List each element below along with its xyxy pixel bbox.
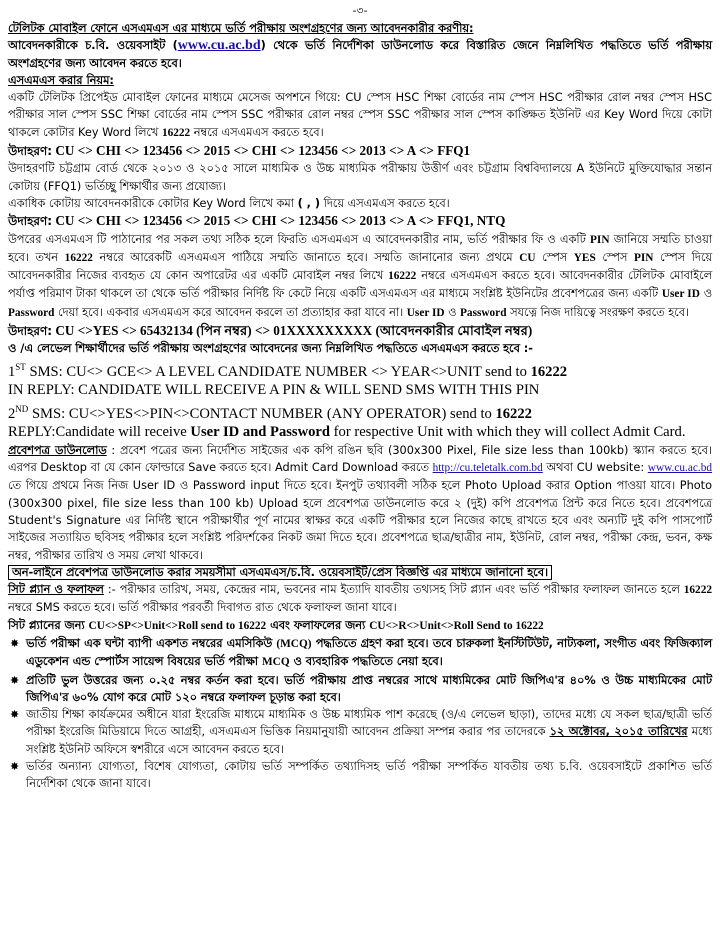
seat-plan-label: সিট প্ল্যান ও ফলাফল [8, 583, 104, 597]
cu-website-link[interactable]: www.cu.ac.bd [177, 38, 261, 54]
bullet-text: জাতীয় শিক্ষা কার্যক্রমের অধীনে যারা ইংরেজি মাধ্যমে মাধ্যমিক ও উচ্চ মাধ্যমিক পাশ করেছে (ও/এ লেভেল ছাড়া), তাদের মধ্যে যে সকল ছাত্র/ছাত্রী ভর্তি পরীক্ষা ইংরেজি মিডিয়ামে দিতে আগ্রহী, এসএমএস ভিত্তিক নিয়মানুযায়ী আবেদন প্রক্রিয়া সম্পন্ন করার পর তাদেরকে [26, 708, 712, 739]
sms-number: 16222 [388, 270, 417, 283]
example-1-explanation: উদাহরণটি চট্টগ্রাম বোর্ড থেকে ২০১৩ ও ২০১৫ সালে মাধ্যমিক ও উচ্চ মাধ্যমিক পরীক্ষায় উত্তীর্ণ এবং চট্টগ্রাম বিশ্ববিদ্যালয়ে A ইউনিটে মুক্তিযোদ্ধার সন্তান কোটায় (FFQ1) ভর্তিচ্ছু শিক্ষার্থীর জন্য প্রযোজ্য। [8, 162, 712, 193]
olevel-heading: ও /এ লেভেল শিক্ষার্থীদের ভর্তি পরীক্ষায় অংশগ্রহণের আবেদনের জন্য নিম্নলিখিত পদ্ধতিতে এসএমএস করতে হবে :- [8, 342, 534, 356]
bullet-text: পদ্ধতিতে গ্রহণ করা হবে। তবে চারুকলা ইনস্টিটিউট, নাট্যকলা, সংগীত এবং ফিজিক্যাল এডুকেশন এন্ড স্পোর্টস সায়েন্স বিষয়ের ভর্তি পরীক্ষা [26, 637, 712, 669]
intro-paragraph [8, 37, 712, 72]
example-1 [8, 142, 712, 160]
sms-rule-text: একটি টেলিটক প্রিপেইড মোবাইল ফোনের মাধ্যমে মেসেজ অপশনে গিয়ে: CU স্পেস HSC শিক্ষা বোর্ডের নাম স্পেস HSC পরীক্ষার রোল নম্বর স্পেস HSC পরীক্ষার সাল স্পেস SSC শিক্ষা বোর্ডের নাম স্পেস SSC পরীক্ষার রোল নম্বর স্পেস SSC পরীক্ষার সাল স্পেস কাঙ্ক্ষিত ইউনিট এর Key Word দিয়ে কোটা থাকলে কোটার Key Word লিখে [8, 91, 712, 139]
eight-point-star-icon: ✸ [10, 760, 20, 774]
eight-point-star-icon: ✸ [10, 673, 20, 687]
sms-reply-text: REPLY:Candidate will receive [8, 424, 191, 441]
teletalk-link[interactable]: http://cu.teletalk.com.bd [432, 462, 543, 475]
reply-text: নম্বরে আরেকটি এসএমএস পাঠিয়ে সম্মতি জানাতে হবে। সম্মতি জানানোর জন্য প্রথমে [92, 250, 520, 264]
reply-text: স্পেস দিয়ে আবেদনকারীর নিজের ব্যবহৃত যে কোন অপারেটর এর একটি মোবাইল নম্বর লিখে [8, 250, 713, 283]
password-term: Password [8, 306, 55, 319]
admit-download-label: প্রবেশপত্র ডাউনলোড [8, 443, 107, 457]
eight-point-star-icon: ✸ [10, 708, 20, 722]
seat-plan-text: :- পরীক্ষার তারিখ, সময়, কেন্দ্রের নাম, ভবনের নাম ইত্যাদি যাবতীয় তথ্যসহ সিট প্ল্যান এবং ভর্তি পরীক্ষার ফলাফল জানতে হলে [103, 583, 684, 597]
bullet-text: ভর্তি পরীক্ষা এক ঘন্টা ব্যাপী একশত নম্বরের এমসিকিউ [26, 637, 277, 650]
section-heading: টেলিটক মোবাইল ফোনে এসএমএস এর মাধ্যমে ভর্তি পরীক্ষায় অংশগ্রহণের জন্য আবেদনকারীর করণীয়: [8, 22, 474, 35]
sms-line-2: IN REPLY: CANDIDATE WILL RECEIVE A PIN & WILL SEND SMS WITH THIS PIN [8, 382, 540, 399]
sms-line-4 [8, 423, 712, 442]
result-sms-code: CU<>R<>Unit<>Roll Send to 16222 [369, 619, 544, 632]
document-page [8, 4, 712, 793]
sms-ordinal-suffix: ST [15, 361, 26, 372]
sms-number: 16222 [495, 405, 532, 422]
intro-text: আবেদনকারীকে চ.বি. ওয়েবসাইট ( [8, 39, 178, 53]
user-id-term: User ID [661, 288, 700, 301]
page-number: -৩- [352, 4, 368, 17]
reply-text: উপরের এসএমএস টি পাঠানোর পর সকল তথ্য সঠিক হলে ফিরতি এসএমএস এ আবেদনকারীর নাম, ভর্তি পরীক্ষার ফি ও একটি [8, 232, 591, 246]
user-id-term: User ID [406, 306, 445, 319]
password-term: Password [460, 306, 507, 319]
seat-plan-paragraph [8, 581, 712, 617]
bullet-text: ভর্তির অন্যান্য যোগ্যতা, বিশেষ যোগ্যতা, কোটায় ভর্তি সম্পর্কিত তথ্যাদিসহ ভর্তি পরীক্ষা সম্পর্কিত যাবতীয় তথ্য চ.বি. ওয়েবসাইটে প্রকাশিত ভর্তি নির্দেশিকা থেকে জানা যাবে। [26, 760, 712, 791]
admit-download-text: তে গিয়ে প্রথমে নিজ নিজ User ID ও Password input দিতে হবে। ইনপুট তথ্যাবলী সঠিক হলে Photo Upload করার Option পাওয়া যাবে। Photo (300x300 pixel, file size less than 100 kb) Upload হলে প্রবেশপত্র ডাউনলোড করে ২ (দুই) কপি প্রবেশপত্র প্রিন্ট করে নিতে হবে। প্রবেশপত্রে Student's Signature এর নির্দিষ্ট স্থানে পরীক্ষার্থীর পূর্ণ নামের স্বাক্ষর করে একটি পরীক্ষার হলে নিজের কাছে রাখতে হবে এবং অন্যটি দুই কপি পাসপোর্ট সাইজের সত্যায়িত ছবিসহ পরীক্ষার হলে সংশ্লিষ্ট পরিদর্শকের নিকট জমা দিতে হবে। প্রবেশপত্রে ছাত্র/ছাত্রীর নাম, ইউনিট, রোল নম্বর, পরীক্ষা কেন্দ্র, ভবন, কক্ষ নম্বর, পরীক্ষার তারিখ ও সময় লেখা থাকবে। [8, 479, 712, 562]
sms-ordinal: 2 [8, 405, 16, 422]
reply-text: জানিয়ে সম্মতি চাওয়া হবে। তখন [8, 232, 712, 264]
sms-line-1 [8, 358, 712, 381]
sms-number: 16222 [64, 251, 93, 264]
example-3 [8, 322, 712, 340]
cu-term: CU [519, 251, 536, 264]
bullet-text: মধ্যে সংশ্লিষ্ট ইউনিট অফিসে স্বশরীরে এসে আবেদন করতে হবে। [26, 725, 713, 756]
reply-text: স্পেস [595, 250, 634, 264]
sms-number: 16222 [530, 363, 568, 380]
sms-format: SMS: CU<>YES<>PIN<>CONTACT NUMBER (ANY OPERATOR) send to [28, 405, 496, 422]
sms-number: 16222 [683, 584, 712, 597]
seat-plan-text-end: নম্বরে SMS করতে হবে। ভর্তি পরীক্ষার পরবর্তী দিবাগত রাত থেকে ফলাফল জানা যাবে। [8, 601, 397, 615]
sms-reply-text-end: for respective Unit with which they will collect Admit Card. [330, 424, 686, 441]
sms-number: 16222 [161, 126, 191, 139]
comma-symbol: ( , ) [297, 196, 321, 210]
multi-quota-text: একাধিক কোটায় আবেদনকারীকে কোটার Key Word লিখে কমা [8, 196, 298, 210]
bullet-item [8, 672, 712, 707]
sms-rule-paragraph [8, 89, 712, 142]
pin-term: PIN [590, 233, 610, 246]
seat-sms-text: এবং ফলাফলের জন্য [266, 618, 370, 632]
seat-sms-format [8, 617, 712, 635]
bullet-text: ও ব্যবহারিক পদ্ধতিতে নেয়া হবে। [289, 655, 443, 669]
admit-download-text: অথবা CU website: [542, 461, 648, 475]
reply-text: দেয়া হবে। একবার এসএমএস করে আবেদন করলে তা প্রত্যাহার করা যাবে না। [54, 305, 407, 319]
example-code: CU <> CHI <> 123456 <> 2015 <> CHI <> 123456 <> 2013 <> A <> FFQ1, NTQ [52, 213, 506, 229]
cu-website-link[interactable]: www.cu.ac.bd [647, 462, 712, 475]
sms-rule-heading: এসএমএস করার নিয়ম: [8, 73, 114, 87]
bullet-item [8, 635, 712, 672]
reply-paragraph [8, 231, 712, 322]
example-code: CU <>YES <> 65432134 (পিন নম্বর) <> 01XXXXXXXXX (আবেদনকারীর মোবাইল নম্বর) [52, 323, 533, 339]
example-label: উদাহরণ: [8, 144, 53, 159]
example-2 [8, 212, 712, 230]
reply-text: ও [444, 305, 461, 319]
credentials-term: User ID and Password [190, 424, 331, 441]
yes-term: YES [573, 251, 596, 264]
admit-download-paragraph [8, 442, 712, 564]
reply-text: নম্বরে এসএমএস করতে হবে। আবেদনকারীর টেলিটক মোবাইলে পর্যাপ্ত পরিমাণ টাকা থাকলে তা থেকে ভর্তি পরীক্ষার নির্দিষ্ট ফি কেটে নিয়ে একটি এসএমএস এর মাধ্যমে সংশ্লিষ্ট ইউনিটের প্রবেশপত্রের জন্য একটি [8, 269, 712, 301]
bullet-term: MCQ [262, 656, 290, 669]
deadline-date: ১২ অক্টোবর, ২০১৫ তারিখের [549, 725, 688, 739]
example-label: উদাহরণ: [8, 214, 53, 229]
eight-point-star-icon: ✸ [10, 637, 20, 650]
seat-plan-sms-code: CU<>SP<>Unit<>Roll send to 16222 [88, 619, 267, 632]
example-code: CU <> CHI <> 123456 <> 2015 <> CHI <> 123456 <> 2013 <> A <> FFQ1 [52, 143, 471, 159]
sms-ordinal-suffix: ND [15, 403, 29, 414]
reply-text: স্পেস [535, 250, 574, 264]
seat-sms-text: সিট প্ল্যানের জন্য [8, 618, 89, 632]
online-notice-text: অন-লাইনে প্রবেশপত্র ডাউনলোড করার সময়সীমা এসএমএস/চ.বি. ওয়েবসাইট/প্রেস বিজ্ঞপ্তি এর মাধ্যমে জানানো হবে। [8, 565, 552, 580]
sms-rule-text-end: নম্বরে এসএমএস করতে হবে। [190, 125, 324, 139]
admit-download-text: : প্রবেশ পত্রের জন্য নির্দেশিত সাইজের এক কপি রঙিন ছবি (300x300 Pixel, File size less than 100kb) স্ক্যান করতে হবে।এরপর Desktop বা যে কোন ফোল্ডারে Save করতে হবে। Admit Card Download করতে [8, 443, 712, 475]
multi-quota-text-end: দিয়ে এসএমএস করতে হবে। [320, 196, 450, 210]
intro-text-end: ) থেকে ভর্তি নির্দেশিকা ডাউনলোড করে বিস্তারিত জেনে নিম্নলিখিত পদ্ধতিতে ভর্তি পরীক্ষায় অংশগ্রহণের জন্য আবেদন করতে হবে। [8, 39, 712, 70]
sms-format: SMS: CU<> GCE<> A LEVEL CANDIDATE NUMBER <> YEAR<>UNIT send to [25, 363, 531, 380]
multi-quota-note [8, 195, 712, 212]
bullet-item [8, 758, 712, 793]
bullet-term: (MCQ) [276, 638, 312, 650]
bullet-item [8, 706, 712, 758]
online-notice [8, 564, 712, 581]
sms-ordinal: 1 [8, 363, 16, 380]
sms-line-3 [8, 400, 712, 423]
reply-text: ও [699, 287, 713, 301]
example-label: উদাহরণ: [8, 324, 53, 339]
reply-text: সযত্নে নিজ দায়িত্বে সংরক্ষণ করতে হবে। [506, 305, 690, 319]
pin-term: PIN [633, 251, 654, 264]
bullet-text: প্রতিটি ভুল উত্তরের জন্য ০.২৫ নম্বর কর্তন করা হবে। ভর্তি পরীক্ষায় প্রাপ্ত নম্বরের সাথে মাধ্যমিকের মোট জিপিএ'র ৪০% ও উচ্চ মাধ্যমিকের মোট জিপিএ'র ৬০% যোগ করে মোট ১২০ নম্বরে ফলাফল চূড়ান্ত করা হবে। [26, 673, 712, 704]
